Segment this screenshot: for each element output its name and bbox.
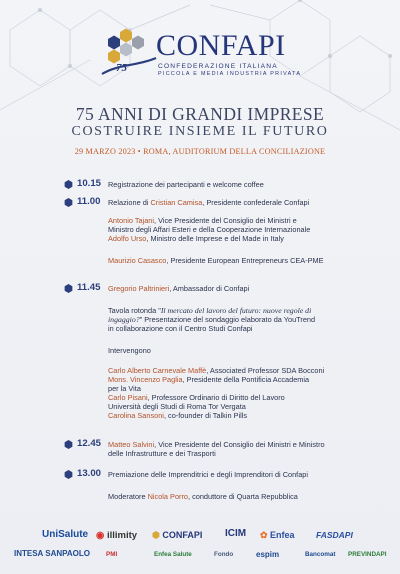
speaker-role-continued: per la Vita <box>108 384 141 393</box>
text-part: " Presentazione del sondaggio elaborato da YouTrend <box>139 315 316 324</box>
event-title: 75 ANNI DI GRANDI IMPRESE <box>75 104 325 124</box>
speaker-entry <box>108 216 354 225</box>
speaker-role: , Professore Ordinario di Diritto del Lavoro <box>147 393 285 402</box>
speaker-role: , Vice Presidente del Consiglio dei Ministri e <box>154 216 297 225</box>
speaker-entry <box>108 375 354 384</box>
sponsor-logo: ✿ Enfea <box>260 530 295 540</box>
speaker-role: , Presidente della Pontificia Accademia <box>182 375 310 384</box>
speaker-entry <box>108 411 354 420</box>
speaker-role: , Ministro delle Imprese e del Made in Italy <box>146 234 284 243</box>
speaker-name: Carolina Sansoni <box>108 411 164 420</box>
sponsor-logo: ICIM <box>225 528 247 539</box>
speaker-name: Adolfo Urso <box>108 234 147 243</box>
speaker-entry <box>108 366 354 375</box>
speaker-role-continued: Università degli Studi di Roma Tor Vergata <box>108 402 246 411</box>
speaker-name: Carlo Alberto Carnevale Maffè <box>108 366 207 375</box>
sponsor-logo: Enfea Salute <box>154 551 192 558</box>
event-subtitle: COSTRUIRE INSIEME IL FUTURO <box>71 124 329 139</box>
round-table-line: in collaborazione con il Centro Studi Confapi <box>108 324 253 333</box>
hexagon-bullet-icon <box>64 284 73 293</box>
sponsor-logo: PREVINDAPI <box>348 551 387 558</box>
hexagon-bullet-icon <box>64 440 73 449</box>
speaker-name: Antonio Tajani <box>108 216 155 225</box>
moderator-name: Nicola Porro <box>147 492 189 501</box>
logo-anniversary-number: 75 <box>116 62 127 74</box>
hexagon-bullet-icon <box>64 470 73 479</box>
agenda-item-text: Registrazione dei partecipanti e welcome coffee <box>108 180 264 189</box>
text-part: Moderatore <box>108 492 148 501</box>
time-slot: 10.15 <box>77 178 102 189</box>
speaker-name: Mons. Vincenzo Paglia <box>108 375 183 384</box>
logo-subtitle: CONFEDERAZIONE ITALIANA <box>158 63 278 70</box>
sponsor-logos <box>0 522 400 574</box>
time-slot: 13.00 <box>77 468 102 479</box>
text-part: Relazione di <box>108 198 151 207</box>
sponsor-logo: UniSalute <box>42 529 89 540</box>
speaker-role: , Presidente confederale Confapi <box>202 198 310 207</box>
speaker-entry <box>108 256 354 265</box>
speaker-role-continued: Ministro degli Affari Esteri e della Cooperazione Internazionale <box>108 225 311 234</box>
sponsor-logo: FASDAPI <box>316 530 353 540</box>
hexagon-bullet-icon <box>64 198 73 207</box>
event-date-location: 29 MARZO 2023 • ROMA, AUDITORIUM DELLA CONCILIAZIONE <box>74 147 326 156</box>
speaker-entry <box>108 234 354 243</box>
speaker-role-continued: delle Infrastrutture e dei Trasporti <box>108 449 216 458</box>
speaker-entry <box>108 393 354 402</box>
speaker-role: , Associated Professor SDA Bocconi <box>206 366 325 375</box>
speaker-role: , Presidente European Entrepreneurs CEA-PME <box>166 256 324 265</box>
logo-hexagon-mark-icon <box>98 28 158 88</box>
time-slot: 11.45 <box>77 282 101 293</box>
logo-subtitle-small: PICCOLA E MEDIA INDUSTRIA PRIVATA <box>158 71 302 77</box>
round-table-title: Il mercato del lavoro del futuro: nuove regole di <box>160 306 312 315</box>
speaker-name: Maurizio Casasco <box>108 256 167 265</box>
confapi-logo <box>98 28 318 88</box>
hexagon-bullet-icon <box>64 180 73 189</box>
sponsor-name: Enfea <box>270 530 295 540</box>
time-slot: 12.45 <box>77 438 102 449</box>
agenda-item-text <box>108 198 354 207</box>
agenda-item-text: Premiazione delle Imprenditrici e degli Imprenditori di Confapi <box>108 470 309 479</box>
speaker-name: Matteo Salvini <box>108 440 155 449</box>
moderator-role: , conduttore di Quarta Repubblica <box>188 492 298 501</box>
agenda-item-text <box>108 440 354 449</box>
sponsor-logo: INTESA SANPAOLO <box>14 549 91 558</box>
sponsor-logo: Bancomat <box>305 551 336 558</box>
time-slot: 11.00 <box>77 196 101 207</box>
sponsor-name: illimity <box>106 530 138 541</box>
speaker-name: Cristian Camisa <box>150 198 203 207</box>
agenda-item-text <box>108 284 354 293</box>
sponsor-logo: PMI <box>106 551 118 558</box>
round-table-title: ingaggio? <box>108 315 140 324</box>
moderator-line <box>108 492 354 501</box>
speaker-name: Gregorio Paltrinieri <box>108 284 170 293</box>
speaker-role: , co-founder di Talkin Pills <box>163 411 248 420</box>
sponsor-logo: ⬢ CONFAPI <box>152 530 203 540</box>
speaker-role: , Vice Presidente del Consiglio dei Ministri e Ministro <box>154 440 325 449</box>
sponsor-logo: ◉ illimity <box>96 530 138 541</box>
speaker-name: Carlo Pisani <box>108 393 148 402</box>
round-table-line <box>108 306 354 315</box>
text-part: Tavola rotonda " <box>108 306 161 315</box>
sponsor-logo: espim <box>256 550 280 559</box>
sponsor-logo: Fondo <box>214 551 234 558</box>
speaker-role: , Ambassador di Confapi <box>169 284 250 293</box>
round-table-line <box>108 315 354 324</box>
logo-wordmark: CONFAPI <box>156 29 286 62</box>
sponsor-name: CONFAPI <box>162 530 203 540</box>
intervengono-label: Intervengono <box>108 346 151 355</box>
